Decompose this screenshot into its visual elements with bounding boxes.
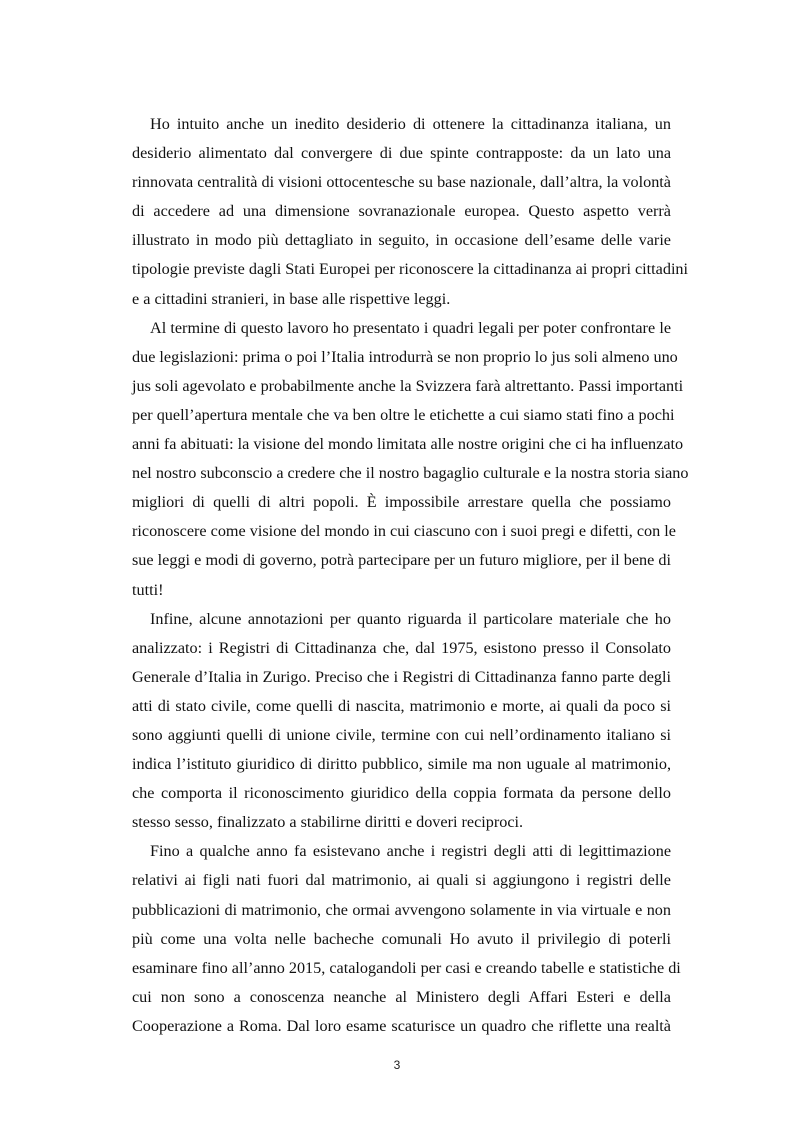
text-line: analizzato: i Registri di Cittadinanza che, dal 1975, esistono presso il Consolato [132, 638, 671, 657]
text-line: e a cittadini stranieri, in base alle rispettive leggi. [132, 289, 451, 308]
text-line: riconoscere come visione del mondo in cui ciascuno con i suoi pregi e difetti, con le [132, 522, 676, 541]
text-line: per quell’apertura mentale che va ben oltre le etichette a cui siamo stati fino a pochi [132, 405, 675, 424]
text-line: anni fa abituati: la visione del mondo limitata alle nostre origini che ci ha influenzato [132, 435, 684, 454]
text-line: atti di stato civile, come quelli di nascita, matrimonio e morte, ai quali da poco si [132, 696, 671, 715]
text-line: illustrato in modo più dettagliato in seguito, in occasione dell’esame delle varie [132, 231, 671, 250]
text-line: desiderio alimentato dal convergere di due spinte contrapposte: da un lato una [132, 144, 671, 163]
text-line: indica l’istituto giuridico di diritto pubblico, simile ma non uguale al matrimonio, [132, 755, 671, 774]
text-line: di accedere ad una dimensione sovranazionale europea. Questo aspetto verrà [132, 202, 671, 221]
text-line: migliori di quelli di altri popoli. È impossibile arrestare quella che possiamo [132, 493, 671, 512]
text-line: due legislazioni: prima o poi l’Italia introdurrà se non proprio lo jus soli almeno uno [132, 347, 678, 366]
text-line: Cooperazione a Roma. Dal loro esame scaturisce un quadro che riflette una realtà [132, 1016, 671, 1035]
text-line: pubblicazioni di matrimonio, che ormai avvengono solamente in via virtuale e non [132, 900, 671, 919]
text-line: jus soli agevolato e probabilmente anche la Svizzera farà altrettanto. Passi importanti [132, 376, 684, 395]
text-line: tipologie previste dagli Stati Europei per riconoscere la cittadinanza ai propri cittadini [132, 260, 689, 279]
text-line: esaminare fino all’anno 2015, catalogandoli per casi e creando tabelle e statistiche di [132, 958, 681, 977]
text-line: tutti! [132, 580, 164, 599]
text-line: più come una volta nelle bacheche comunali Ho avuto il privilegio di poterli [132, 929, 671, 948]
text-line: nel nostro subconscio a credere che il nostro bagaglio culturale e la nostra storia siano [132, 464, 689, 483]
text-line: sono aggiunti quelli di unione civile, termine con cui nell’ordinamento italiano si [132, 725, 671, 744]
page-number: 3 [393, 1058, 401, 1072]
text-line: Generale d’Italia in Zurigo. Preciso che i Registri di Cittadinanza fanno parte degli [132, 667, 671, 686]
body-text [132, 110, 689, 1041]
text-line: Infine, alcune annotazioni per quanto riguarda il particolare materiale che ho [150, 609, 671, 628]
text-line: Al termine di questo lavoro ho presentato i quadri legali per poter confrontare le [150, 318, 671, 337]
text-line: Ho intuito anche un inedito desiderio di ottenere la cittadinanza italiana, un [150, 115, 671, 133]
text-line: Fino a qualche anno fa esistevano anche i registri degli atti di legittimazione [150, 842, 671, 861]
text-line: relativi ai figli nati fuori dal matrimonio, ai quali si aggiungono i registri delle [132, 871, 671, 890]
text-line: cui non sono a conoscenza neanche al Ministero degli Affari Esteri e della [132, 987, 671, 1006]
text-line: stesso sesso, finalizzato a stabilirne diritti e doveri reciproci. [132, 813, 524, 832]
text-line: rinnovata centralità di visioni ottocentesche su base nazionale, dall’altra, la volontà [132, 173, 671, 192]
text-line: sue leggi e modi di governo, potrà partecipare per un futuro migliore, per il bene di [132, 551, 671, 570]
text-line: che comporta il riconoscimento giuridico della coppia formata da persone dello [132, 784, 671, 803]
